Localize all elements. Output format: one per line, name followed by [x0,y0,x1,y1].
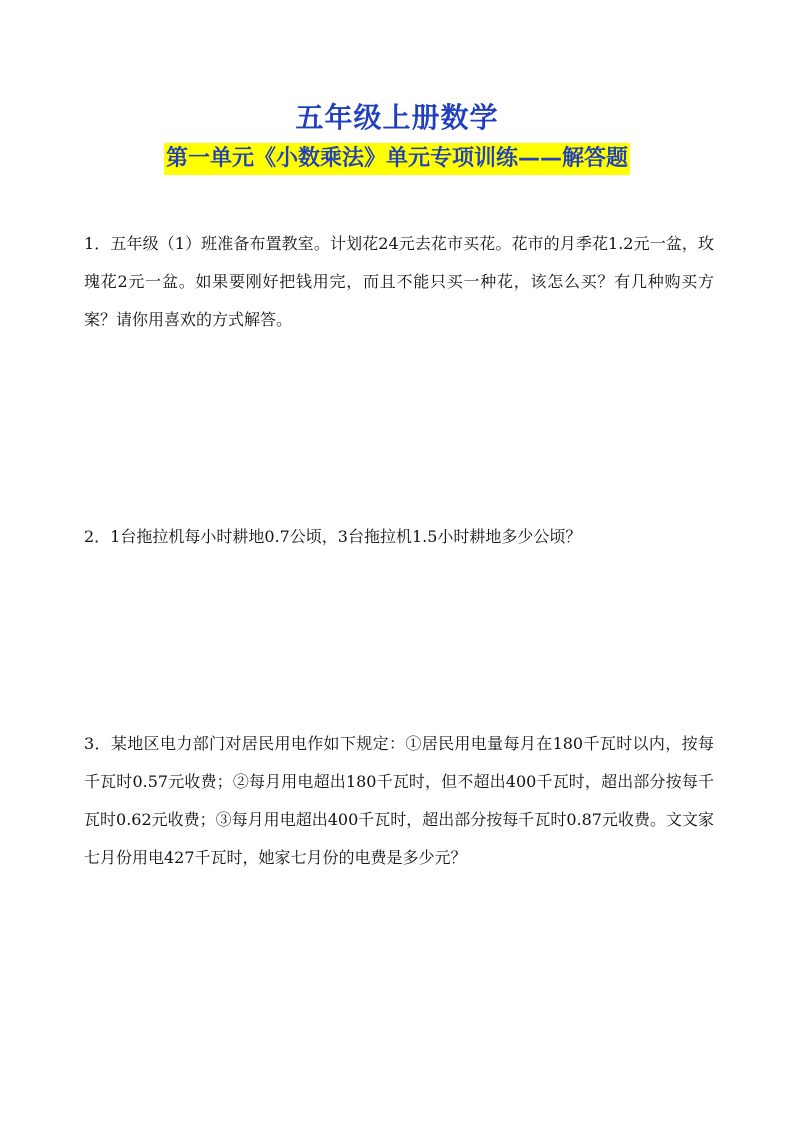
page-title: 五年级上册数学 [295,101,499,134]
question-1: 1．五年级（1）班准备布置教室。计划花24元去花市买花。花市的月季花1.2元一盆，玫瑰花2元一盆。如果要刚好把钱用完，而且不能只买一种花，该怎么买？有几种购买方案？请你用喜欢的方式解答。 [84,234,714,329]
page-subtitle: 第一单元《小数乘法》单元专项训练——解答题 [164,143,630,175]
question-2: 2．1台拖拉机每小时耕地0.7公顷，3台拖拉机1.5小时耕地多少公顷？ [84,527,582,546]
subtitle-container [0,143,794,175]
question-3: 3．某地区电力部门对居民用电作如下规定：①居民用电量每月在180千瓦时以内，按每千瓦时0.57元收费；②每月用电超出180千瓦时，但不超出400千瓦时，超出部分按每千瓦时0.62元收费；③每月用电超出400千瓦时，超出部分按每千瓦时0.87元收费。文文家七月份用电427千瓦时，她家七月份的电费是多少元？ [84,734,714,867]
